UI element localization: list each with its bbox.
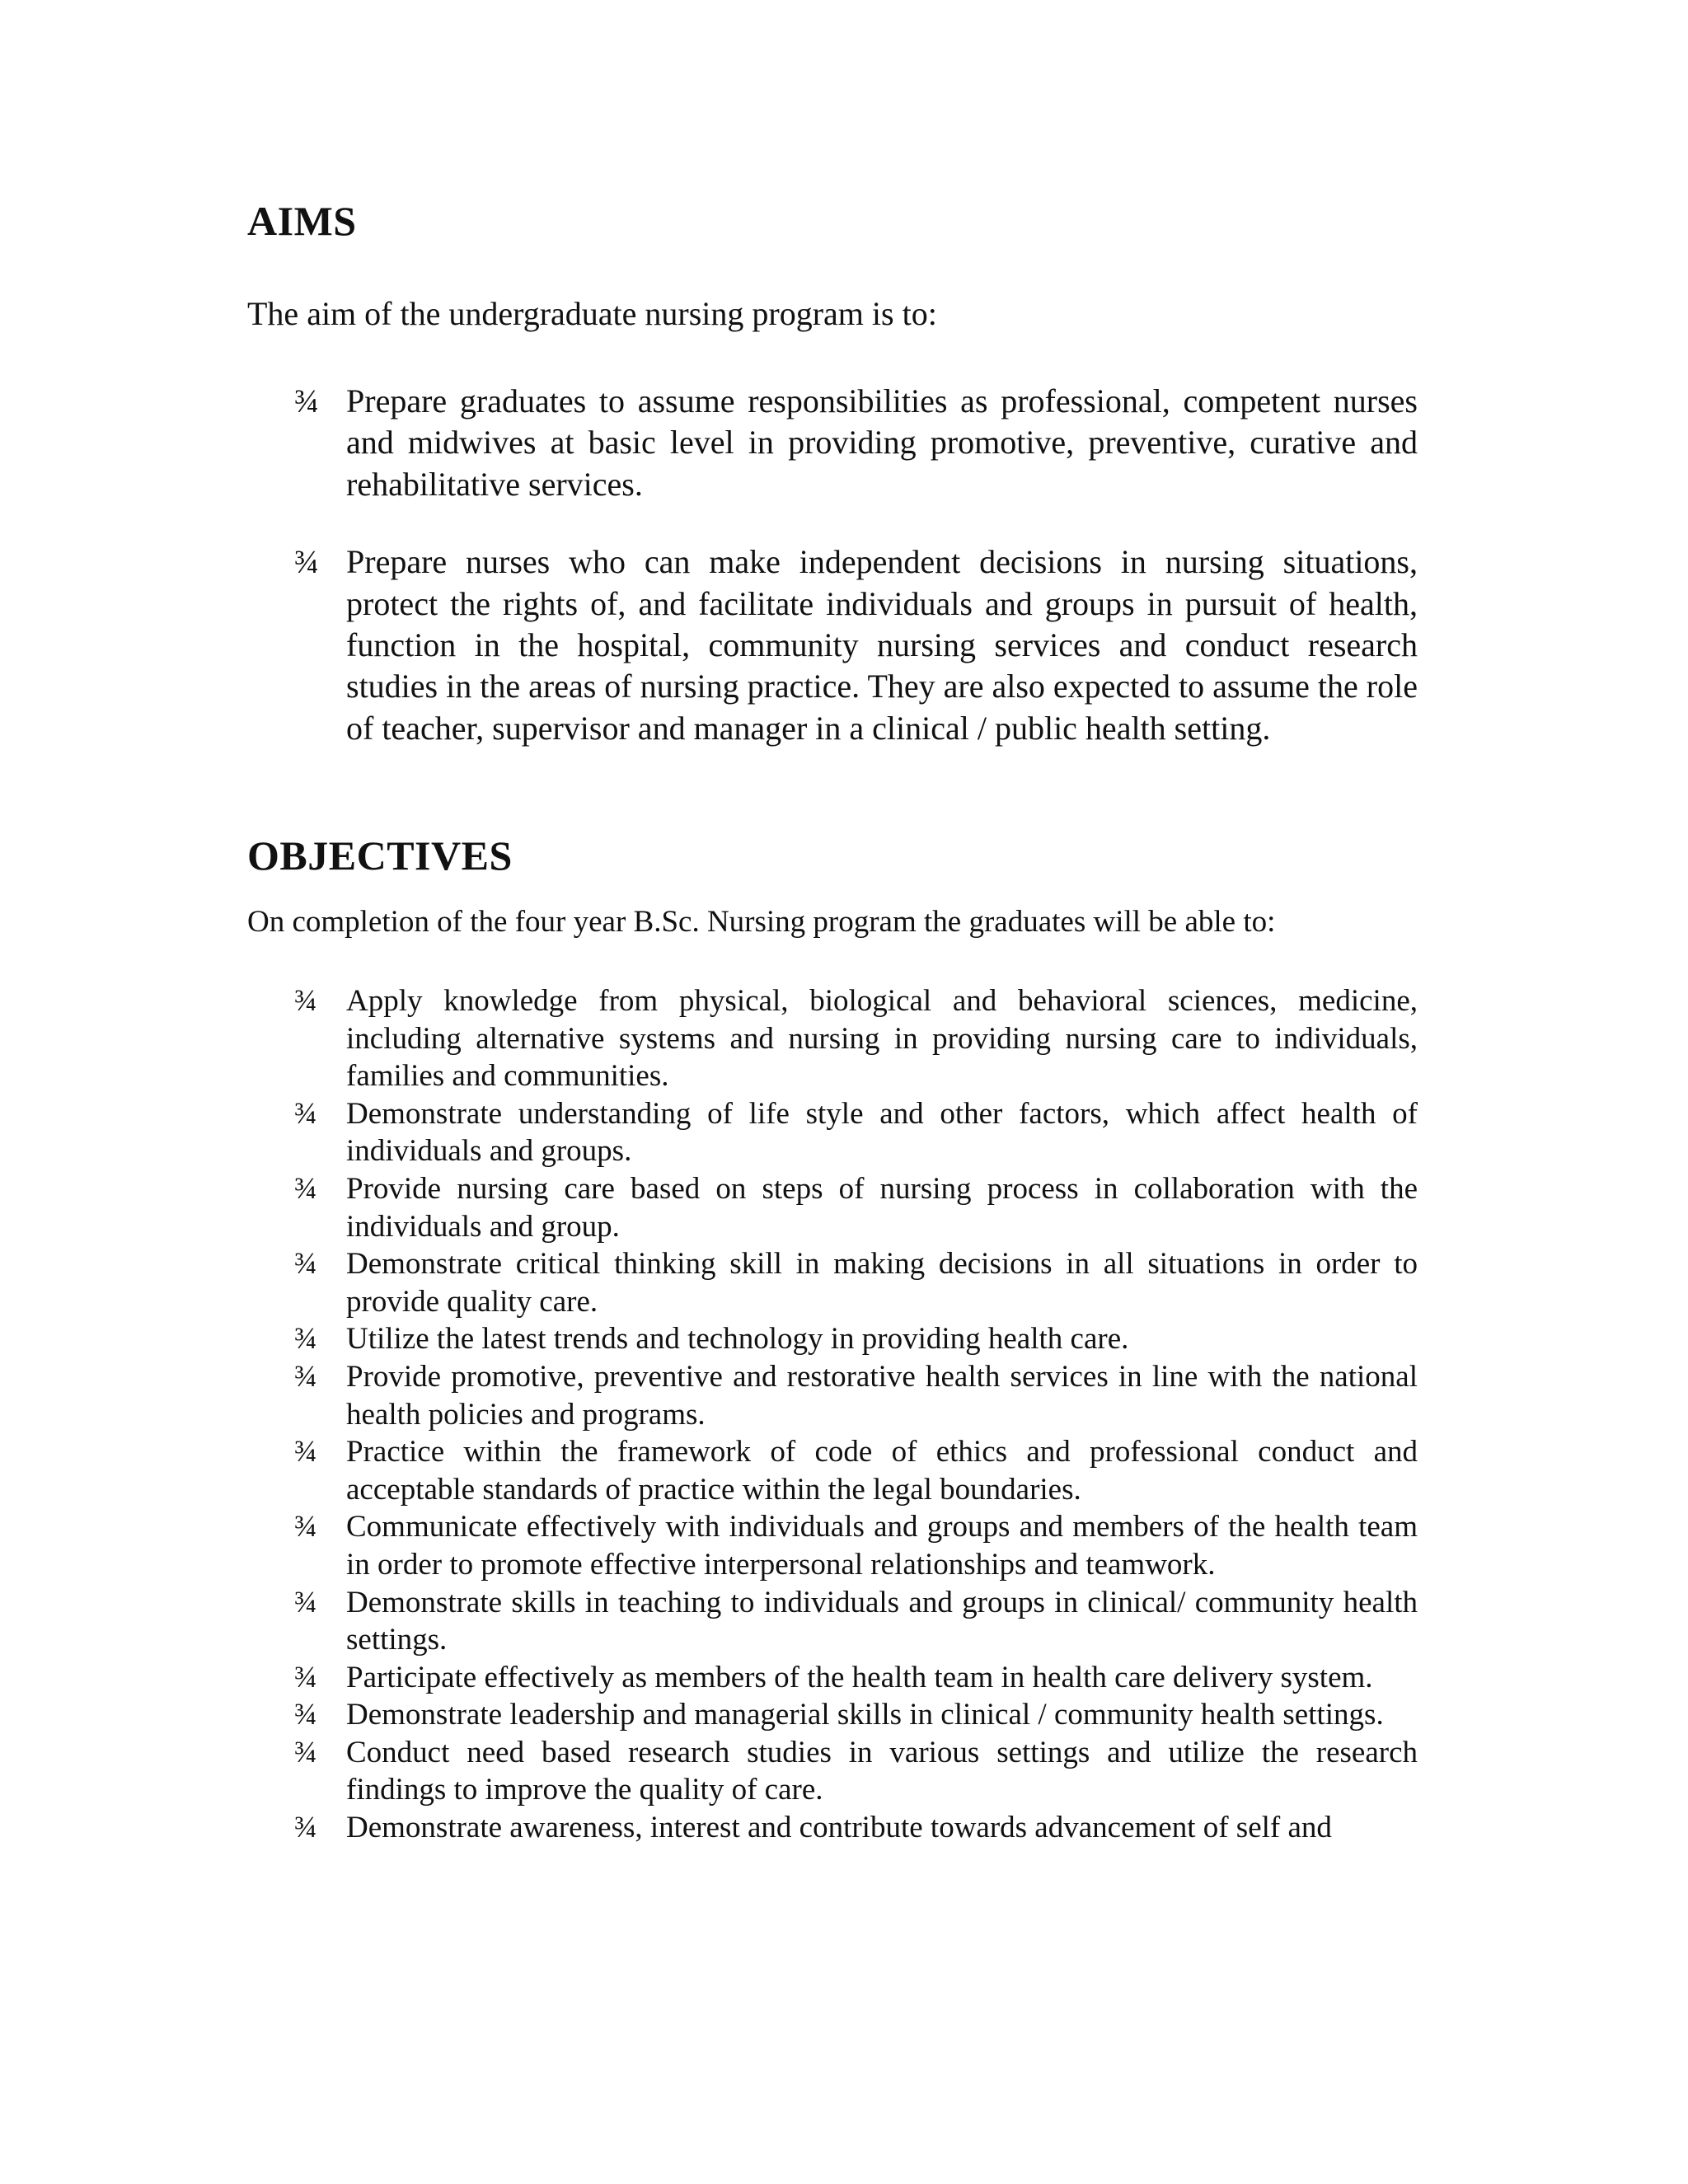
objective-text: Participate effectively as members of the health team in health care delivery system.: [346, 1660, 1373, 1694]
objectives-list-item: [294, 1508, 1418, 1583]
aims-item-text: Prepare nurses who can make independent decisions in nursing situations, protect the rights of, and facilitate individuals and groups in pursuit of health, function in the hospital, community nursing services and conduct research studies in the areas of nursing practice. They are also expected to assume the role of teacher, supervisor and manager in a clinical / public health setting.: [346, 543, 1418, 747]
objectives-list-item: [294, 1659, 1418, 1697]
objective-text: Demonstrate skills in teaching to individuals and groups in clinical/ community health settings.: [346, 1585, 1418, 1657]
bullet-marker: ¾: [294, 1359, 317, 1394]
objectives-intro: On completion of the four year B.Sc. Nursing program the graduates will be able to:: [247, 905, 1276, 939]
objective-text: Communicate effectively with individuals and groups and members of the health team in order to promote effective interpersonal relationships and teamwork.: [346, 1510, 1418, 1582]
objective-text: Practice within the framework of code of ethics and professional conduct and acceptable standards of practice within the legal boundaries.: [346, 1435, 1418, 1507]
objective-text: Provide nursing care based on steps of nursing process in collaboration with the individuals and group.: [346, 1171, 1418, 1244]
bullet-marker: ¾: [294, 1435, 317, 1469]
bullet-marker: ¾: [294, 1735, 317, 1769]
aims-list-item: [294, 541, 1418, 749]
objectives-list-item: [294, 982, 1418, 1095]
objective-text: Demonstrate leadership and managerial skills in clinical / community health settings.: [346, 1698, 1384, 1732]
objective-text: Conduct need based research studies in various settings and utilize the research findings to improve the quality of care.: [346, 1735, 1418, 1807]
objective-text: Utilize the latest trends and technology in providing health care.: [346, 1322, 1129, 1357]
aims-list-item: [294, 381, 1418, 505]
objective-text: Apply knowledge from physical, biological and behavioral sciences, medicine, including alternative systems and nursing in providing nursing care to individuals, families and communities.: [346, 984, 1418, 1094]
bullet-marker: ¾: [294, 1585, 317, 1619]
objectives-list: [294, 982, 1418, 1847]
objectives-list-item: [294, 1433, 1418, 1508]
objectives-list-item: [294, 1245, 1418, 1320]
aims-list: [294, 381, 1418, 749]
bullet-marker: ¾: [294, 1811, 317, 1845]
objectives-list-item: [294, 1170, 1418, 1245]
objectives-list-item: [294, 1809, 1418, 1847]
objective-text: Demonstrate awareness, interest and contribute towards advancement of self and: [346, 1811, 1332, 1845]
bullet-marker: ¾: [294, 1171, 317, 1206]
bullet-marker: ¾: [294, 543, 319, 581]
aims-heading: AIMS: [247, 198, 357, 244]
aims-item-text: Prepare graduates to assume responsibilities as professional, competent nurses and midwives at basic level in providing promotive, preventive, curative and rehabilitative services.: [346, 382, 1418, 503]
objectives-list-item: [294, 1095, 1418, 1170]
objectives-list-item: [294, 1320, 1418, 1358]
bullet-marker: ¾: [294, 382, 319, 419]
bullet-marker: ¾: [294, 1660, 317, 1694]
objectives-list-item: [294, 1584, 1418, 1659]
objectives-list-item: [294, 1734, 1418, 1809]
objectives-heading: OBJECTIVES: [247, 832, 513, 879]
objectives-list-item: [294, 1358, 1418, 1433]
aims-intro: The aim of the undergraduate nursing program is to:: [247, 295, 937, 332]
bullet-marker: ¾: [294, 1247, 317, 1282]
bullet-marker: ¾: [294, 984, 317, 1018]
objective-text: Demonstrate critical thinking skill in making decisions in all situations in order to provide quality care.: [346, 1247, 1418, 1319]
bullet-marker: ¾: [294, 1322, 317, 1357]
objective-text: Provide promotive, preventive and restorative health services in line with the national health policies and programs.: [346, 1359, 1418, 1432]
bullet-marker: ¾: [294, 1510, 317, 1544]
bullet-marker: ¾: [294, 1096, 317, 1131]
objective-text: Demonstrate understanding of life style and other factors, which affect health of individuals and groups.: [346, 1096, 1418, 1169]
bullet-marker: ¾: [294, 1698, 317, 1732]
objectives-list-item: [294, 1696, 1418, 1734]
